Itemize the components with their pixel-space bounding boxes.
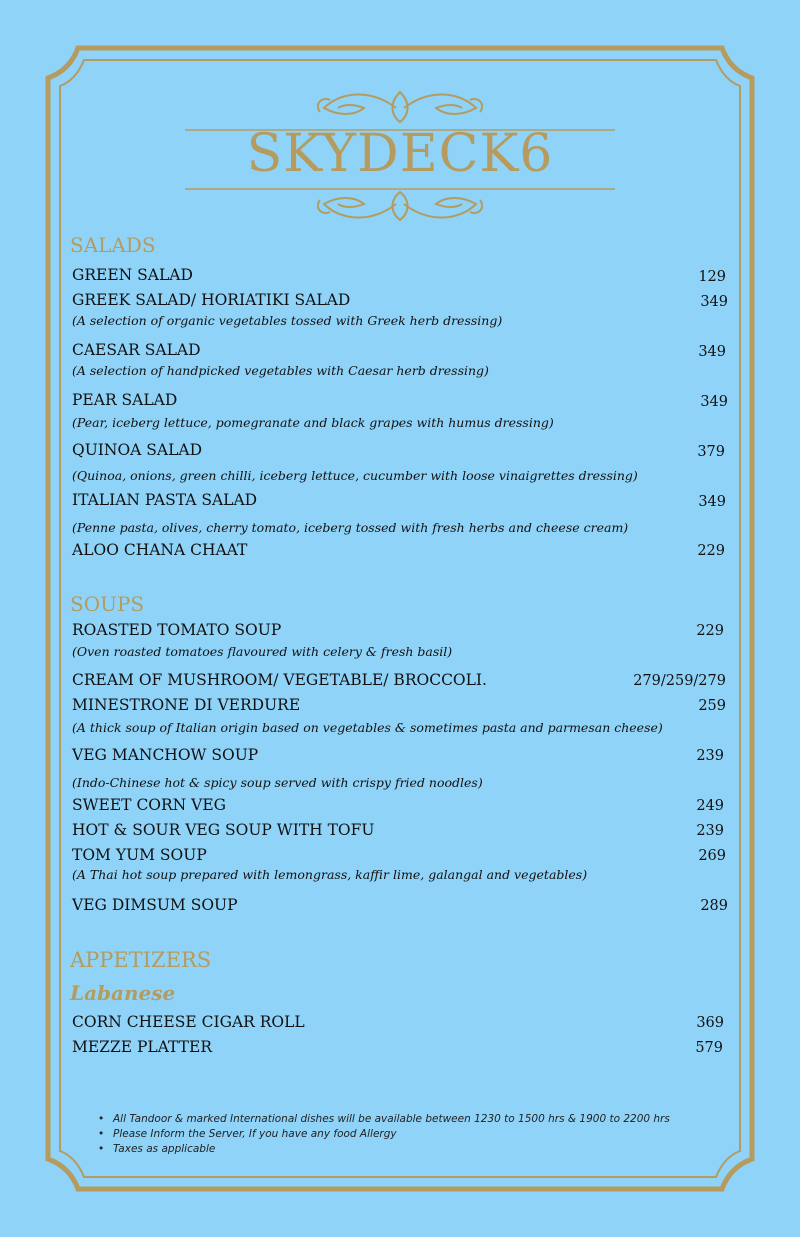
menu-item-name: ROASTED TOMATO SOUP <box>72 621 282 639</box>
subsection-title-labanese: Labanese <box>70 981 176 1005</box>
footnote-item: • Taxes as applicable <box>98 1142 670 1157</box>
menu-item-price: 579 <box>695 1040 723 1056</box>
menu-item-price: 349 <box>700 294 728 310</box>
menu-item-description: (A Thai hot soup prepared with lemongrass, kaffir lime, galangal and vegetables) <box>72 867 588 882</box>
menu-item-price: 349 <box>698 494 726 510</box>
menu-item-description: (Oven roasted tomatoes flavoured with celery & fresh basil) <box>72 644 453 659</box>
menu-item-description: (A selection of organic vegetables tossed with Greek herb dressing) <box>72 313 503 328</box>
menu-item-price: 279/259/279 <box>633 673 726 689</box>
menu-item-price: 249 <box>696 798 724 814</box>
menu-item-name: GREEN SALAD <box>72 266 193 284</box>
menu-item-description: (Indo-Chinese hot & spicy soup served with crispy fried noodles) <box>72 775 483 790</box>
menu-item-name: ITALIAN PASTA SALAD <box>72 491 258 509</box>
menu-item-name: MEZZE PLATTER <box>72 1038 212 1056</box>
menu-item-name: TOM YUM SOUP <box>72 846 207 864</box>
menu-item-price: 289 <box>700 898 728 914</box>
menu-item-price: 229 <box>697 543 725 559</box>
menu-item-description: (Quinoa, onions, green chilli, iceberg lettuce, cucumber with loose vinaigrettes dressing) <box>72 468 638 483</box>
menu-item-price: 349 <box>700 394 728 410</box>
footnote-item: • All Tandoor & marked International dishes will be available between 1230 to 1500 hrs & 1900 to 2200 hrs <box>98 1112 670 1127</box>
section-title-salads: SALADS <box>70 233 156 257</box>
brand-logo: SKYDECK6 <box>246 124 554 184</box>
menu-item-name: QUINOA SALAD <box>72 441 203 459</box>
section-title-appetizers: APPETIZERS <box>70 948 212 972</box>
menu-item-name: ALOO CHANA CHAAT <box>72 541 248 559</box>
menu-item-name: PEAR SALAD <box>72 391 178 409</box>
footnote-item: • Please Inform the Server, If you have any food Allergy <box>98 1127 670 1142</box>
menu-item-price: 369 <box>696 1015 724 1031</box>
menu-item-name: CORN CHEESE CIGAR ROLL <box>72 1013 305 1031</box>
footnotes-list <box>98 1112 670 1157</box>
menu-item-price: 259 <box>698 698 726 714</box>
section-title-soups: SOUPS <box>70 592 145 616</box>
top-flourish-ornament <box>310 86 490 128</box>
menu-item-price: 229 <box>696 623 724 639</box>
menu-item-price: 129 <box>698 269 726 285</box>
menu-item-price: 379 <box>697 444 725 460</box>
menu-item-name: HOT & SOUR VEG SOUP WITH TOFU <box>72 821 375 839</box>
menu-item-name: VEG MANCHOW SOUP <box>72 746 259 764</box>
menu-item-name: VEG DIMSUM SOUP <box>72 896 238 914</box>
menu-item-description: (Penne pasta, olives, cherry tomato, iceberg tossed with fresh herbs and cheese cream) <box>72 520 629 535</box>
menu-item-name: GREEK SALAD/ HORIATIKI SALAD <box>72 291 351 309</box>
menu-item-name: SWEET CORN VEG <box>72 796 227 814</box>
menu-item-description: (A thick soup of Italian origin based on vegetables & sometimes pasta and parmesan cheese) <box>72 720 663 735</box>
menu-item-description: (A selection of handpicked vegetables with Caesar herb dressing) <box>72 363 489 378</box>
menu-item-price: 239 <box>696 823 724 839</box>
menu-item-name: CREAM OF MUSHROOM/ VEGETABLE/ BROCCOLI. <box>72 671 487 689</box>
menu-item-price: 349 <box>698 344 726 360</box>
menu-item-price: 239 <box>696 748 724 764</box>
bottom-flourish-ornament <box>310 190 490 226</box>
menu-item-name: MINESTRONE DI VERDURE <box>72 696 301 714</box>
menu-item-name: CAESAR SALAD <box>72 341 201 359</box>
menu-item-description: (Pear, iceberg lettuce, pomegranate and black grapes with humus dressing) <box>72 415 554 430</box>
menu-item-price: 269 <box>698 848 726 864</box>
